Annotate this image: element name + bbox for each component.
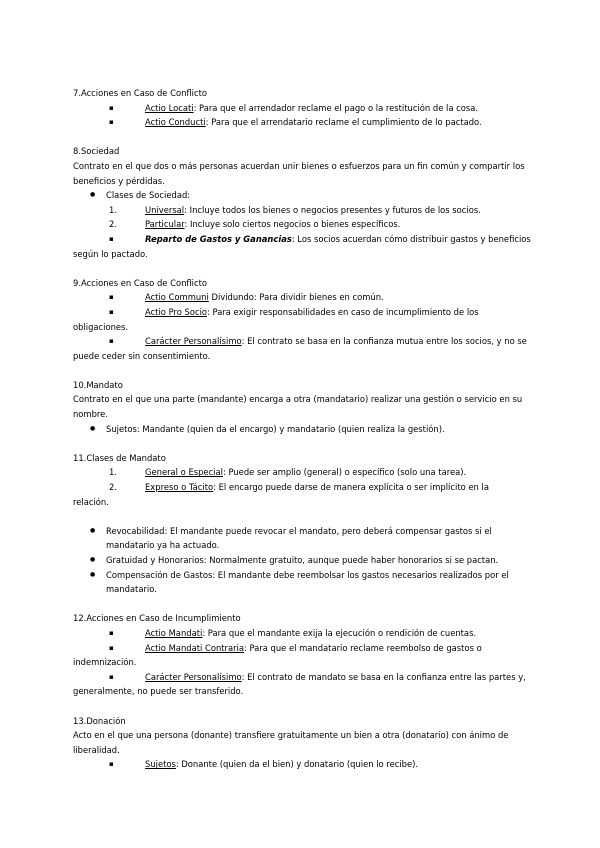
item-number: 2. <box>109 219 117 230</box>
item-number: 2. <box>109 482 117 493</box>
item-number: 1. <box>109 204 117 215</box>
list-item <box>73 115 533 130</box>
list-item <box>73 641 533 656</box>
item-text: : Donante (quien da el bien) y donatario (quien lo recibe). <box>175 759 419 770</box>
section-description: Acto en el que una persona (donante) transfiere gratuitamente un bien a otra (donatario) con ánimo de liberalidad. <box>73 730 509 755</box>
section-12 <box>73 611 533 699</box>
list-item <box>73 101 533 116</box>
item-text: : Para que el arrendador reclame el pago o la restitución de la cosa. <box>193 102 479 113</box>
item-text: : Para que el mandatario reclame reembolso de gastos o <box>244 642 482 653</box>
item-text: : Para exigir responsabilidades en caso de incumplimiento de los <box>207 306 479 317</box>
section-title: 12.Acciones en Caso de Incumplimiento <box>73 613 241 624</box>
section-title: 9.Acciones en Caso de Conflicto <box>73 277 207 288</box>
section-title: 8.Sociedad <box>73 146 120 157</box>
term: Actio Communi <box>145 292 209 303</box>
term: Carácter Personalísimo <box>145 336 242 347</box>
item-text: : Para que el mandante exija la ejecución o rendición de cuentas. <box>202 627 477 638</box>
list-item <box>73 290 533 305</box>
section-13 <box>73 714 533 772</box>
list-item <box>73 670 533 685</box>
section-9 <box>73 276 533 364</box>
list-item <box>73 232 533 247</box>
item-continuation: según lo pactado. <box>73 248 148 259</box>
numbered-item <box>73 203 533 218</box>
item-text: : Incluye solo ciertos negocios o bienes específicos. <box>184 219 401 230</box>
term: Carácter Personalísimo <box>145 671 242 682</box>
numbered-item <box>73 480 533 495</box>
term: Actio Locati <box>145 102 194 113</box>
list-item: ● Gratuidad y Honorarios: Normalmente gratuito, aunque puede haber honorarios si se pactan. <box>73 553 533 568</box>
document-page <box>73 86 533 772</box>
list-item: ● Revocabilidad: El mandante puede revocar el mandato, pero deberá compensar gastos si el mandatario ya ha actuado. <box>73 524 533 553</box>
item-continuation: puede ceder sin consentimiento. <box>73 350 211 361</box>
list-item <box>73 334 533 349</box>
section-11 <box>73 451 533 597</box>
section-title: 10.Mandato <box>73 379 123 390</box>
item-text: : El contrato se basa en la confianza mutua entre los socios, y no se <box>241 336 527 347</box>
item-continuation: obligaciones. <box>73 321 129 332</box>
item-text: : El contrato de mandato se basa en la confianza entre las partes y, <box>241 671 526 682</box>
item-text: : Los socios acuerdan cómo distribuir gastos y beneficios <box>291 233 531 244</box>
item-continuation: indemnización. <box>73 657 137 668</box>
numbered-item <box>73 465 533 480</box>
section-title: 13.Donación <box>73 715 126 726</box>
item-text: : El encargo puede darse de manera explícita o ser implícito en la <box>213 482 489 493</box>
term: General o Especial <box>145 467 223 478</box>
list-item: ● Clases de Sociedad: <box>73 188 533 203</box>
section-description: Contrato en el que una parte (mandante) encarga a otra (mandatario) realizar una gestión o servicio en su nombre. <box>73 394 523 420</box>
item-number: 1. <box>109 467 117 478</box>
term: Actio Mandati <box>145 627 203 638</box>
term: Universal <box>145 204 185 215</box>
item-continuation: generalmente, no puede ser transferido. <box>73 686 244 697</box>
term: Actio Conducti <box>145 117 206 128</box>
list-item <box>73 757 533 772</box>
term: Particular <box>145 219 185 230</box>
term: Actio Mandati Contraria <box>145 642 245 653</box>
item-continuation: relación. <box>73 496 109 507</box>
section-description: Contrato en el que dos o más personas acuerdan unir bienes o esfuerzos para un fin común y compartir los beneficios y pérdidas. <box>73 160 525 186</box>
list-item: ● Compensación de Gastos: El mandante debe reembolsar los gastos necesarios realizados por el mandatario. <box>73 568 533 597</box>
list-item <box>73 305 533 320</box>
section-7 <box>73 86 533 130</box>
item-text: Dividundo: Para dividir bienes en común. <box>208 292 384 303</box>
list-item: ● Sujetos: Mandante (quien da el encargo) y mandatario (quien realiza la gestión). <box>73 422 533 437</box>
term: Actio Pro Socio <box>145 306 208 317</box>
term: Reparto de Gastos y Ganancias <box>145 233 292 244</box>
numbered-item <box>73 217 533 232</box>
section-10 <box>73 378 533 436</box>
item-text: : Para que el arrendatario reclame el cumplimiento de lo pactado. <box>205 117 482 128</box>
section-8 <box>73 144 533 261</box>
term: Expreso o Tácito <box>145 482 214 493</box>
item-text: : Incluye todos los bienes o negocios presentes y futuros de los socios. <box>184 204 481 215</box>
list-item <box>73 626 533 641</box>
term: Sujetos <box>145 759 176 770</box>
section-title: 11.Clases de Mandato <box>73 452 166 463</box>
item-text: : Puede ser amplio (general) o específico (solo una tarea). <box>222 467 467 478</box>
section-title: 7.Acciones en Caso de Conflicto <box>73 88 207 98</box>
